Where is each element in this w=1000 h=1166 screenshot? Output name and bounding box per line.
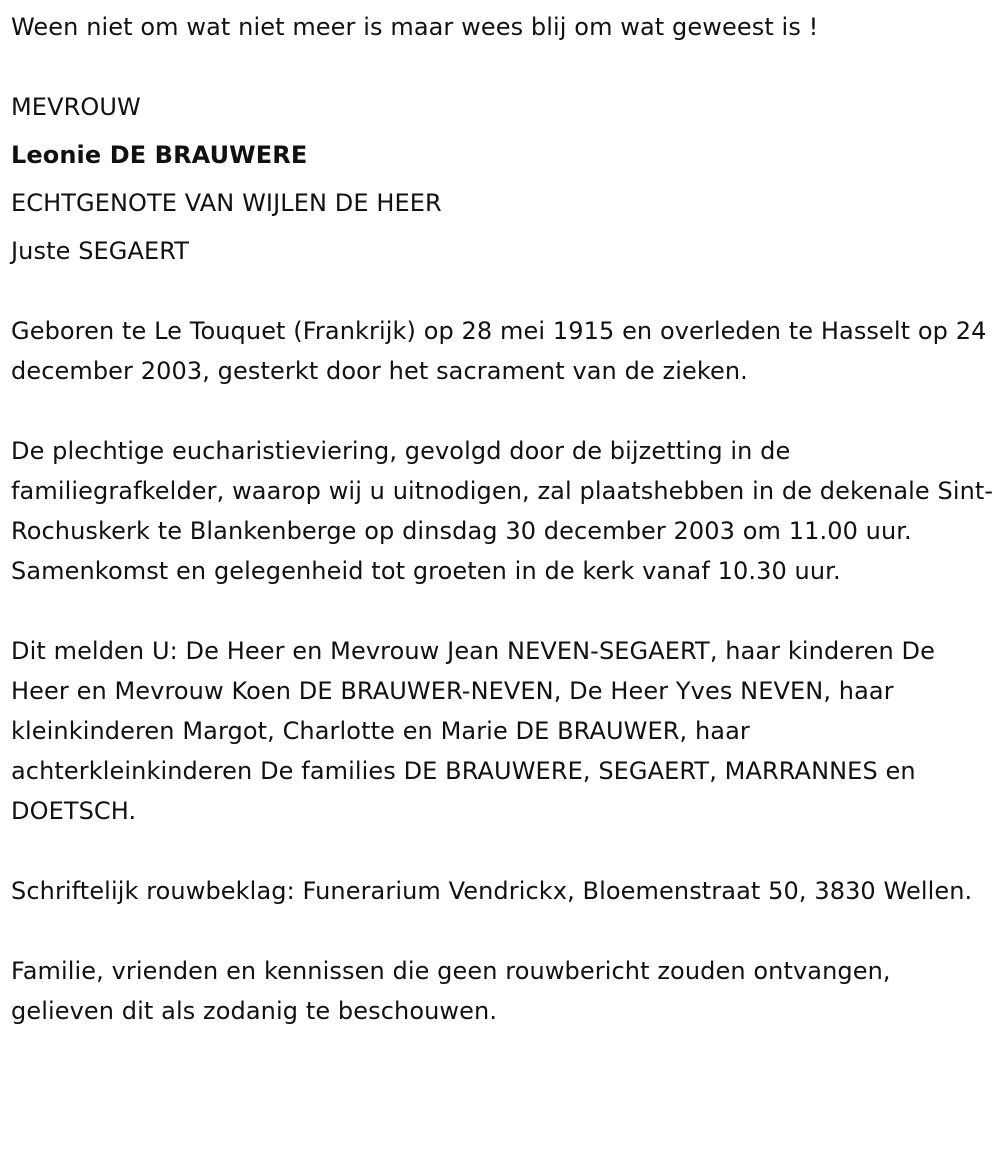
paragraph-birth-death: Geboren te Le Touquet (Frankrijk) op 28 mei 1915 en overleden te Hasselt op 24 december 2003, gesterkt door het sacrament van de zieken. — [11, 317, 987, 385]
paragraph-family: Dit melden U: De Heer en Mevrouw Jean NEVEN-SEGAERT, haar kinderen De Heer en Mevrouw Koen DE BRAUWER-NEVEN, De Heer Yves NEVEN, haar kleinkinderen Margot, Charlotte en Marie DE BRAUWER, haar achterkleinkinderen De families DE BRAUWERE, SEGAERT, MARRANNES en DOETSCH. — [11, 637, 935, 825]
spacer — [11, 391, 996, 431]
spacer — [11, 47, 996, 87]
spacer — [11, 591, 996, 631]
spacer — [11, 271, 996, 311]
spacer — [11, 911, 996, 951]
paragraph-condolences: Schriftelijk rouwbeklag: Funerarium Vendrickx, Bloemenstraat 50, 3830 Wellen. — [11, 877, 973, 905]
spouse-name: Juste SEGAERT — [11, 237, 190, 265]
spouse-label: ECHTGENOTE VAN WIJLEN DE HEER — [11, 189, 442, 217]
obituary-document — [11, 7, 996, 1031]
spacer — [11, 831, 996, 871]
deceased-name: Leonie DE BRAUWERE — [11, 141, 308, 169]
title-line: MEVROUW — [11, 93, 141, 121]
paragraph-ceremony: De plechtige eucharistieviering, gevolgd door de bijzetting in de familiegrafkelder, waarop wij u uitnodigen, zal plaatshebben in de dekenale Sint-Rochuskerk te Blankenberge op dinsdag 30 december 2003 om 11.00 uur. Samenkomst en gelegenheid tot groeten in de kerk vanaf 10.30 uur. — [11, 437, 994, 585]
motto: Ween niet om wat niet meer is maar wees blij om wat geweest is ! — [11, 13, 819, 41]
paragraph-notice: Familie, vrienden en kennissen die geen rouwbericht zouden ontvangen, gelieven dit als zodanig te beschouwen. — [11, 957, 891, 1025]
